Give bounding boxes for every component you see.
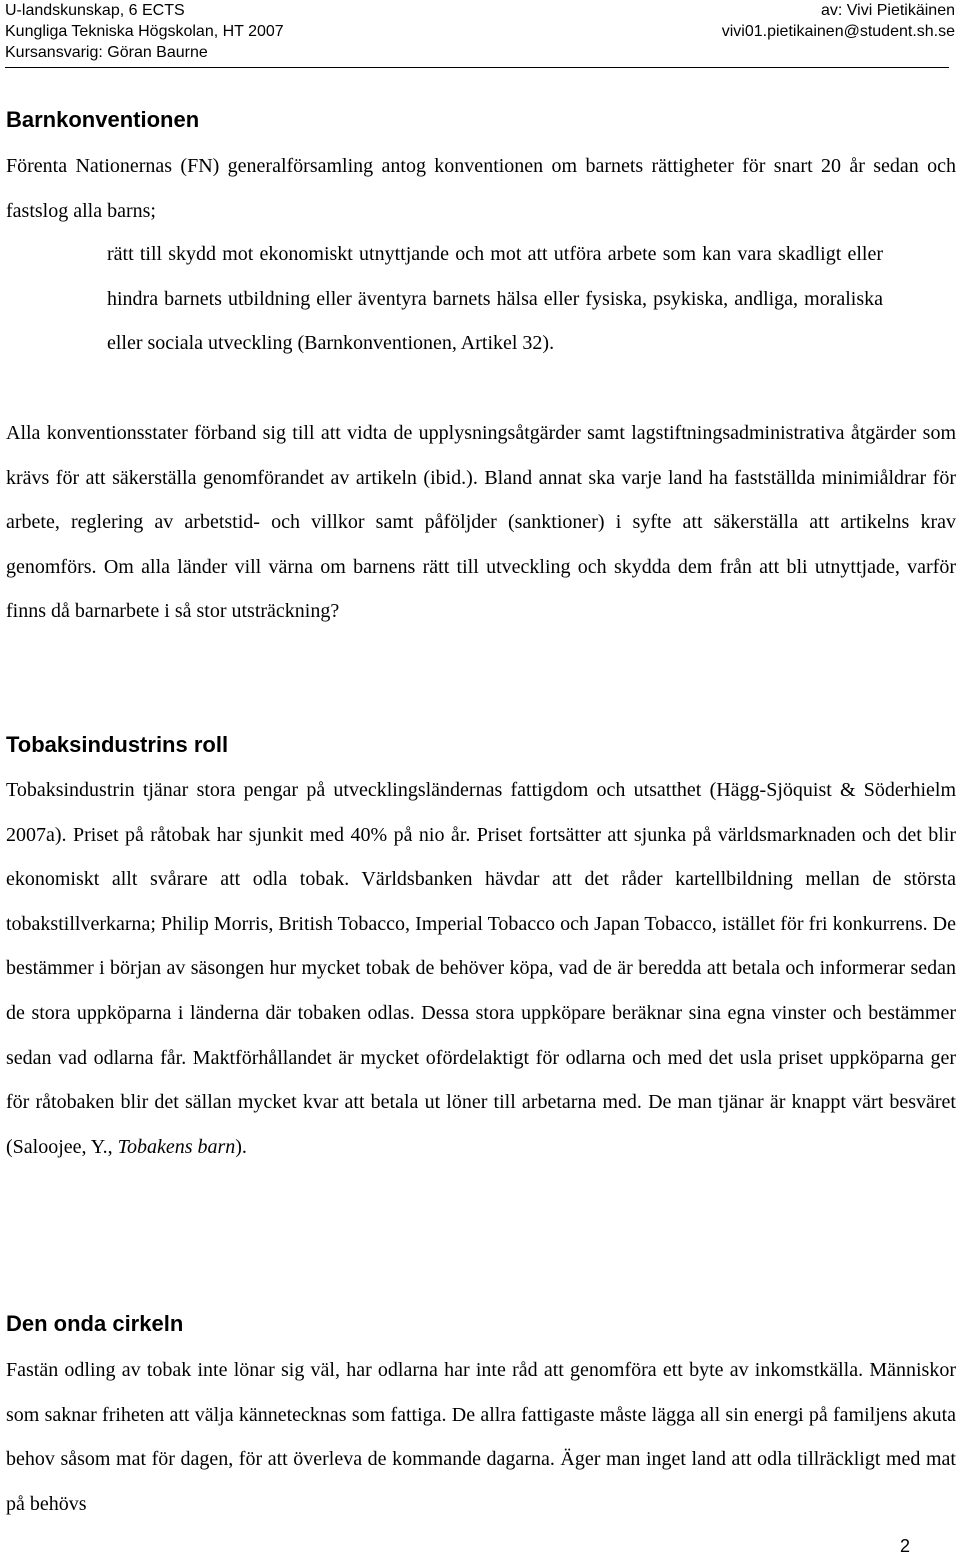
header-course-leader: Kursansvarig: Göran Baurne xyxy=(5,44,208,61)
header-divider xyxy=(5,67,949,68)
paragraph-vicious-circle: Fastän odling av tobak inte lönar sig väl, har odlarna har inte råd att genomföra ett byte av inkomstkälla. Människor som saknar friheten att välja kännetecknas som fattiga. De allra fattigaste måste lägga all sin energi på familjens akuta behov såsom mat för dagen, för att överleva de kommande dagarna. Äger man inget land att odla tillräckligt med mat på behövs xyxy=(6,1359,956,1515)
header-author: av: Vivi Pietikäinen xyxy=(821,2,955,19)
tobacco-book-title: Tobakens barn xyxy=(117,1135,236,1158)
section-heading-barnkonventionen: Barnkonventionen xyxy=(6,107,200,132)
paragraph-intro: Förenta Nationernas (FN) generalförsamling antog konventionen om barnets rättigheter för snart 20 år sedan och fastslog alla barns; xyxy=(6,155,956,222)
header-author-info xyxy=(722,0,955,42)
header-email: vivi01.pietikainen@student.sh.se xyxy=(721,23,955,40)
header-course-info xyxy=(5,0,284,63)
header-course: U-landskunskap, 6 ECTS xyxy=(5,2,185,19)
page-number: 2 xyxy=(899,1536,910,1556)
section-heading-den-onda-cirkeln: Den onda cirkeln xyxy=(6,1311,184,1336)
section-heading-tobaksindustrins-roll: Tobaksindustrins roll xyxy=(6,732,229,757)
tobacco-text: Tobaksindustrin tjänar stora pengar på utvecklingsländernas fattigdom och utsatthet (Hägg-Sjöquist & Söderhielm 2007a). Priset på råtobak har sjunkit med 40% på nio år. Priset fortsätter att sjunka på världsmarknaden och det blir ekonomiskt allt svårare att odla tobak. Världsbanken hävdar att det råder kartellbildning mellan de största tobakstillverkarna; Philip Morris, British Tobacco, Imperial Tobacco och Japan Tobacco, istället för fri konkurrens. De bestämmer i början av säsongen hur mycket tobak de behöver köpa, vad de är beredda att betala och informerar sedan de stora uppköparna i länderna där tobaken odlas. Dessa stora uppköpare beräknar sina egna vinster och bestämmer sedan vad odlarna får. Maktförhållandet är mycket ofördelaktigt för odlarna och med det usla priset uppköparna ger för råtobaken blir det sällan mycket kvar att betala ut löner till arbetarna med. De man tjänar är knappt värt besväret (Saloojee, Y., xyxy=(6,779,956,1158)
paragraph-tobacco-industry xyxy=(6,768,956,1169)
block-quote: rätt till skydd mot ekonomiskt utnyttjande och mot att utföra arbete som kan vara skadligt eller hindra barnets utbildning eller äventyra barnets hälsa eller fysiska, psykiska, andliga, moraliska eller sociala utveckling (Barnkonventionen, Artikel 32). xyxy=(107,243,883,355)
tobacco-text-end: ). xyxy=(235,1135,247,1158)
header-university: Kungliga Tekniska Högskolan, HT 2007 xyxy=(5,23,284,40)
paragraph-convention-body: Alla konventionsstater förband sig till att vidta de upplysningsåtgärder samt lagstiftningsadministrativa åtgärder som krävs för att säkerställa genomförandet av artikeln (ibid.). Bland annat ska varje land ha fastställda minimiåldrar för arbete, reglering av arbetstid- och villkor samt påföljder (sanktioner) i syfte att säkerställa att artikelns krav genomförs. Om alla länder vill värna om barnens rätt till utveckling och skydda dem från att bli utnyttjade, varför finns då barnarbete i så stor utsträckning? xyxy=(6,422,956,623)
